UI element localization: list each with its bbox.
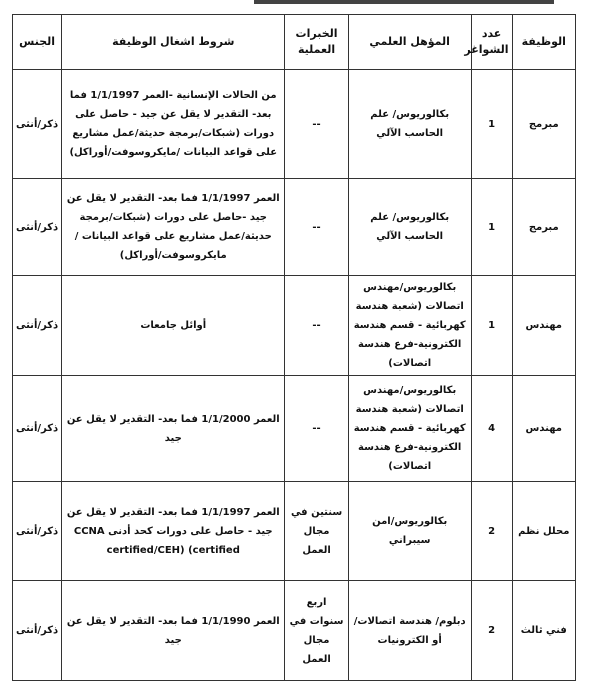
cell-job: مبرمج <box>512 70 575 179</box>
table-row <box>13 482 576 581</box>
cell-conditions: العمر 1/1/2000 فما بعد- التقدير لا يقل عن جيد <box>62 376 285 482</box>
cell-conditions: من الحالات الإنسانية -العمر 1/1/1997 فما بعد- التقدير لا يقل عن جيد - حاصل على دورات (شبكات/برمجة حديثة/عمل مشاريع على قواعد البيانات /مايكروسوفت/أوراكل) <box>62 70 285 179</box>
cell-conditions: العمر 1/1/1997 فما بعد- التقدير لا يقل عن جيد - حاصل على دورات كحد أدنى CCNA certified/CEH) (certified <box>62 482 285 581</box>
cell-experience: اربع سنوات في مجال العمل <box>285 581 348 681</box>
top-heading-fragment <box>254 0 554 4</box>
table-row <box>13 70 576 179</box>
cell-conditions: أوائل جامعات <box>62 276 285 376</box>
cell-qualification: دبلوم/ هندسة اتصالات/ أو الكترونيات <box>348 581 471 681</box>
cell-job: مهندس <box>512 376 575 482</box>
cell-gender: ذكر/أنثى <box>13 70 62 179</box>
cell-experience: سنتين في مجال العمل <box>285 482 348 581</box>
table-row <box>13 376 576 482</box>
cell-count: 1 <box>471 276 512 376</box>
cell-qualification: بكالوريوس/مهندس اتصالات (شعبة هندسة كهربائية - قسم هندسة الكترونية-فرع هندسة اتصالات) <box>348 276 471 376</box>
header-qualification: المؤهل العلمي <box>348 15 471 70</box>
cell-count: 2 <box>471 482 512 581</box>
header-gender: الجنس <box>13 15 62 70</box>
cell-conditions: العمر 1/1/1997 فما بعد- التقدير لا يقل عن جيد -حاصل على دورات (شبكات/برمجة حديثة/عمل مشاريع على قواعد البيانات /مايكروسوفت/أوراكل) <box>62 179 285 276</box>
cell-gender: ذكر/أنثى <box>13 482 62 581</box>
cell-qualification: بكالوريوس/مهندس اتصالات (شعبة هندسة كهربائية - قسم هندسة الكترونية-فرع هندسة اتصالات) <box>348 376 471 482</box>
cell-gender: ذكر/أنثى <box>13 179 62 276</box>
cell-job: محلل نظم <box>512 482 575 581</box>
cell-count: 1 <box>471 70 512 179</box>
cell-count: 1 <box>471 179 512 276</box>
cell-qualification: بكالوريوس/ علم الحاسب الآلي <box>348 179 471 276</box>
cell-experience: -- <box>285 70 348 179</box>
vacancies-table <box>12 14 576 681</box>
cell-experience: -- <box>285 376 348 482</box>
cell-experience: -- <box>285 276 348 376</box>
header-conditions: شروط اشغال الوظيفة <box>62 15 285 70</box>
header-job: الوظيفة <box>512 15 575 70</box>
cell-count: 4 <box>471 376 512 482</box>
cell-count: 2 <box>471 581 512 681</box>
table-row <box>13 179 576 276</box>
header-count: عدد الشواغر <box>471 15 512 70</box>
table-header-row <box>13 15 576 70</box>
cell-gender: ذكر/أنثى <box>13 581 62 681</box>
table-row <box>13 276 576 376</box>
cell-conditions: العمر 1/1/1990 فما بعد- التقدير لا يقل عن جيد <box>62 581 285 681</box>
table-row <box>13 581 576 681</box>
cell-job: مهندس <box>512 276 575 376</box>
cell-gender: ذكر/أنثى <box>13 376 62 482</box>
header-experience: الخبرات العملية <box>285 15 348 70</box>
cell-job: مبرمج <box>512 179 575 276</box>
cell-job: فني ثالث <box>512 581 575 681</box>
cell-gender: ذكر/أنثى <box>13 276 62 376</box>
cell-qualification: بكالوريوس/ علم الحاسب الآلي <box>348 70 471 179</box>
cell-qualification: بكالوريوس/امن سيبراني <box>348 482 471 581</box>
cell-experience: -- <box>285 179 348 276</box>
